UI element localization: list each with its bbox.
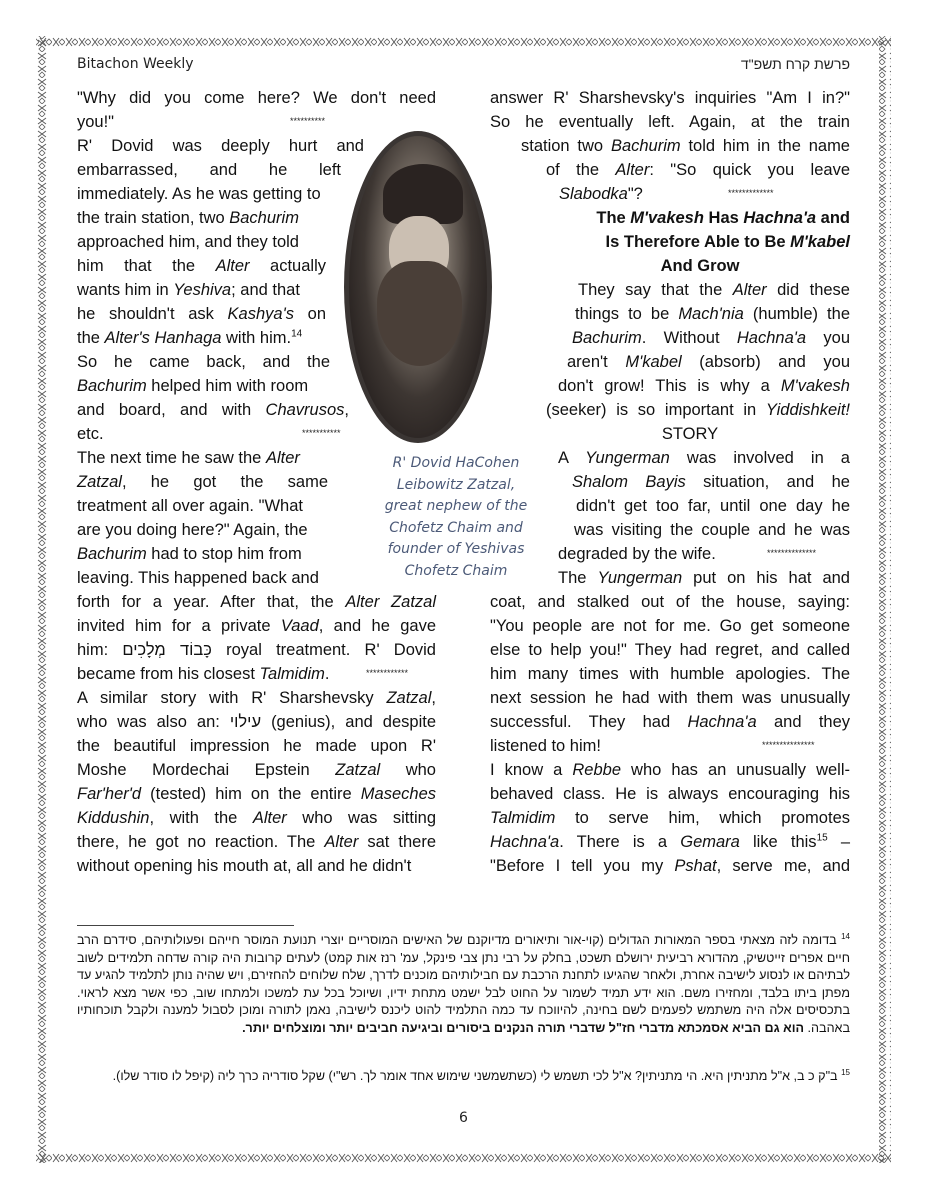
section-heading: Is Therefore Able to Be M'kabel [605,233,850,251]
body-line: "Why did you come here? We don't need [77,89,436,107]
body-line: became from his closest Talmidim. [77,665,330,683]
body-line: there, he got no reaction. The Alter sat there [77,833,436,851]
body-line: you!" [77,113,115,131]
body-line: They say that the Alter did these [578,281,850,299]
footnote-divider [77,925,294,926]
section-separator: ************ [366,668,409,678]
body-line: who was also an: עילוי (genius), and despite [77,713,437,731]
body-line: leaving. This happened back and [77,569,319,587]
section-separator: ********** [290,116,326,126]
body-line: wants him in Yeshiva; and that [77,281,300,299]
body-line: Far'her'd (tested) him on the entire Maseches [77,785,436,803]
body-line: Shalom Bayis situation, and he [572,473,850,491]
body-line: "Before I tell you my Pshat, serve me, and [490,857,850,875]
story-heading: STORY [661,425,719,443]
section-separator: ************* [728,188,774,198]
body-line: aren't M'kabel (absorb) and you [567,353,851,371]
footnote-ref-14[interactable]: 14 [291,328,303,340]
body-line: The next time he saw the Alter [77,449,300,467]
body-line: "You people are not for me. Go get someone [490,617,850,635]
body-line: Moshe Mordechai Epstein Zatzal who [77,761,436,779]
body-line: R' Dovid was deeply hurt and [77,137,364,155]
footnote-15: $^{15}$ ב"ק כ ב, א"ל מתניתין היא. הי מתניתין? א"ל לכי תשמש לי (כשתשמשני שימוש אחד אומר לך. רש"י) שקל סודריה כרך ליה (קיפל לו סודר שלו). [112,1067,850,1083]
body-line: Talmidim to serve him, which promotes [490,809,850,827]
body-line: degraded by the wife. [558,545,716,563]
section-heading: And Grow [660,257,740,275]
body-line: don't grow! This is why a M'vakesh [558,377,850,395]
body-line: successful. They had Hachna'a and they [490,713,851,731]
body-line: I know a Rebbe who has an unusually well- [490,761,850,779]
body-line: etc. [77,425,104,443]
body-line: listened to him! [490,737,601,755]
body-line: station two Bachurim told him in the name [521,137,850,155]
body-line: forth for a year. After that, the Alter Zatzal [77,593,436,611]
body-line: Bachurim helped him with room [77,377,309,395]
body-line: he shouldn't ask Kashya's on [77,305,326,323]
parsha-header: פרשת קרח תשפ"ד [740,56,850,72]
photo-caption: R' Dovid HaCohen Leibowitz Zatzal, great nephew of the Chofetz Chaim and founder of Yeshivas Chofetz Chaim [384,455,528,579]
portrait-photo [344,131,492,443]
body-line: the Alter's Hanhaga with him.$^{14}$ [77,328,303,347]
body-line: approached him, and they told [77,233,299,251]
body-line: him many times with humble apologies. The [490,665,850,683]
portrait-beard [377,261,462,366]
portrait-hat [383,164,463,224]
section-heading: The M'vakesh Has Hachna'a and [596,209,850,227]
body-line: him that the Alter actually [77,257,326,275]
body-line: So he eventually left. Again, at the train [490,113,850,131]
body-line: Slabodka"? [559,185,643,203]
footnote-14: $^{14}$ בדומה לזה מצאתי בספר המאורות הגדולים (קוי-אור ותיאורים מדיוקנם של האישים המוסריים יוצרי תנועת המוסר חייהם ופעולותיהם, סידרם הרב חיים אפרים זייטשיק, מהדורא רביעית ירושלם תשכט, בחלק על רבי נתן צבי פינקל, עמ' רנז אות קמט) לעתים קרובות היה קורה שדחה תלמידים לשוב לבתיהם או לנסוע לישיבה אחרת, ולאחר שהגיעו לתחנת הרכבת עם חבילותיהם מוכנים לדרך, שלח שלוחים להחזירם, ויש שהיה נותן לתלמיד להגיע עד מפתן ביתו בלבד, ומחזירו משם. הוא ידע תמיד לשמור על החוט לבל ישמט מתחת ידיו, ושיוכל בכל עת למשכו ולמתחו שוב, כפי אשר מצא לראוי. בתכסיסים אלה היה משתמש לפעמים לשם בחינה, להיווכח עד כמה התלמיד להוט ליכנס לישיבה, נאמן לתורה ומוכן לסבול למענה ולקבל תוכחותיו באהבה. הוא גם הביא אסמכתא מדברי חז"ל שדברי תורה הנקנים ביסורים וביגיעה חביבים יותר ומוצלחים יותר. [77,931,850,1035]
section-separator: *************** [762,740,815,750]
body-line: The Yungerman put on his hat and [558,569,850,587]
body-line: without opening his mouth at, all and he didn't [77,857,412,875]
body-line: So he came back, and the [77,353,330,371]
body-line: Bachurim. Without Hachna'a you [572,329,850,347]
body-line: of the Alter: "So quick you leave [546,161,850,179]
body-line: things to be Mach'nia (humble) the [575,305,850,323]
body-line: next session he had with them was unusually [490,689,850,707]
body-line: Zatzal, he got the same [77,473,328,491]
body-line: (seeker) is so important in Yiddishkeit! [546,401,850,419]
body-line: was visiting the couple and he was [574,521,850,539]
footnote-ref-15[interactable]: 15 [816,832,828,844]
body-line: immediately. As he was getting to [77,185,321,203]
body-line: A Yungerman was involved in a [558,449,850,467]
body-line: Kiddushin, with the Alter who was sitting [77,809,436,827]
body-line: didn't get too far, until one day he [576,497,850,515]
body-line: the beautiful impression he made upon R' [77,737,436,755]
section-separator: *********** [302,428,341,438]
body-line: and board, and with Chavrusos, [77,401,349,419]
body-line: invited him for a private Vaad, and he gave [77,617,436,635]
body-line: him: כָּבוֹד מְלָכִים royal treatment. R' Dovid [77,641,436,659]
body-line: treatment all over again. "What [77,497,303,515]
body-line: are you doing here?" Again, the [77,521,308,539]
publication-title: Bitachon Weekly [77,56,194,72]
body-line: coat, and stalked out of the house, saying: [490,593,850,611]
body-line: else to help you!" They had regret, and called [490,641,850,659]
section-separator: ************** [767,548,817,558]
body-line: Hachna'a. There is a Gemara like this$^{15}$ – [490,832,850,851]
page-number: 6 [459,1110,468,1126]
body-line: answer R' Sharshevsky's inquiries "Am I in?" [490,89,850,107]
body-line: A similar story with R' Sharshevsky Zatzal, [77,689,436,707]
body-line: embarrassed, and he left [77,161,341,179]
body-line: Bachurim had to stop him from [77,545,302,563]
body-line: the train station, two Bachurim [77,209,299,227]
body-line: behaved class. He is always encouraging his [490,785,850,803]
